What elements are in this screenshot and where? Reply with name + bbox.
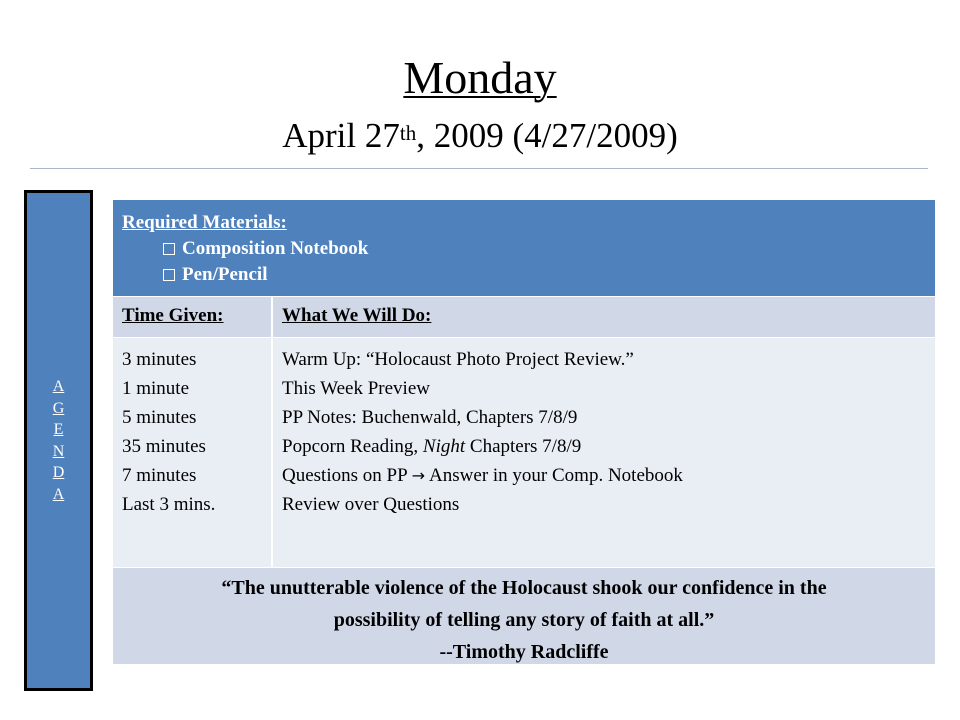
column-header-time: Time Given:	[113, 297, 271, 337]
quote-attribution: --Timothy Radcliffe	[439, 641, 609, 663]
required-materials	[113, 200, 935, 296]
materials-item	[122, 262, 935, 288]
agenda-label[interactable]: AGENDA	[52, 378, 65, 503]
activity-entry	[282, 432, 935, 461]
right-arrow-icon: →	[411, 466, 426, 485]
time-entry: 5 minutes	[122, 407, 197, 428]
time-column	[113, 338, 271, 567]
activity-text: Answer in your Comp. Notebook	[429, 465, 683, 486]
date-prefix: April 27	[282, 116, 400, 155]
materials-item-label: Pen/Pencil	[182, 264, 268, 285]
activity-entry: PP Notes: Buchenwald, Chapters 7/8/9	[282, 407, 578, 428]
agenda-table	[113, 200, 935, 664]
column-header-activity: What We Will Do:	[273, 297, 935, 337]
activity-entry: Review over Questions	[282, 494, 460, 515]
materials-item-label: Composition Notebook	[182, 238, 369, 259]
activity-entry	[282, 461, 935, 490]
time-entry: 35 minutes	[122, 436, 206, 457]
checkbox-icon	[163, 269, 175, 281]
title-divider	[30, 168, 928, 169]
checkbox-icon	[163, 243, 175, 255]
materials-heading: Required Materials:	[122, 212, 287, 233]
time-entry: 7 minutes	[122, 465, 197, 486]
activity-entry: Warm Up: “Holocaust Photo Project Review.”	[282, 349, 634, 370]
page-title: Monday	[403, 52, 557, 103]
date-suffix: , 2009 (4/27/2009)	[416, 116, 678, 155]
quote-line: possibility of telling any story of faith at all.”	[333, 609, 715, 631]
agenda-link-panel[interactable]	[24, 190, 93, 691]
activity-text: Popcorn Reading,	[282, 436, 423, 457]
quote-line: “The unutterable violence of the Holocaust shook our confidence in the	[221, 577, 827, 599]
activity-column	[273, 338, 935, 567]
activity-text: Questions on PP	[282, 465, 408, 486]
book-title: Night	[422, 436, 466, 457]
time-entry: 1 minute	[122, 378, 190, 399]
time-entry: Last 3 mins.	[122, 494, 216, 515]
time-entry: 3 minutes	[122, 349, 197, 370]
activity-entry: This Week Preview	[282, 378, 430, 399]
date-subtitle	[0, 114, 960, 158]
date-ordinal: th	[399, 121, 417, 145]
quote-block	[113, 568, 935, 664]
materials-item	[122, 236, 935, 262]
activity-text: Chapters 7/8/9	[465, 436, 582, 457]
